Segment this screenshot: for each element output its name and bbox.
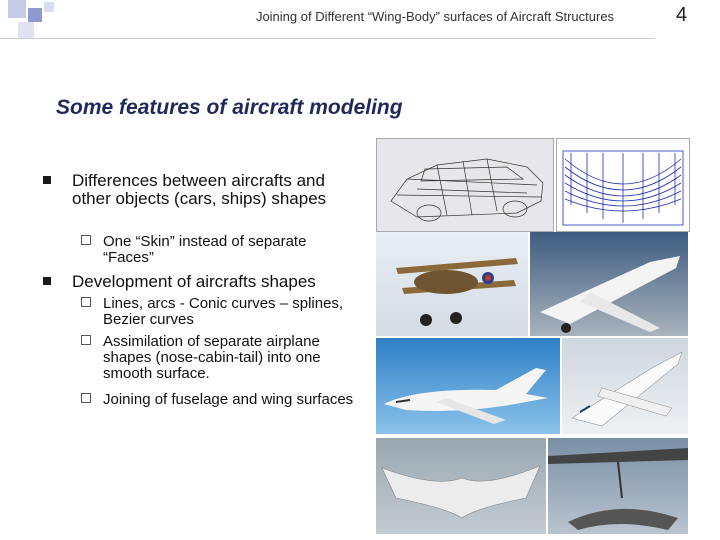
sub-bullet-text: Lines, arcs - Conic curves – splines, Bezier curves (103, 295, 344, 328)
page-number: 4 (676, 4, 688, 26)
business-jet-photo (562, 338, 688, 434)
square-bullet-icon (43, 176, 51, 184)
refueling-aircraft-photo (548, 438, 688, 534)
bullet-text: Development of aircrafts shapes (72, 272, 316, 291)
blended-wing-model-photo (376, 438, 546, 534)
square-bullet-icon (43, 277, 51, 285)
hollow-square-bullet-icon (81, 393, 91, 403)
bullet-text: Differences between aircrafts and other objects (cars, ships) shapes (72, 171, 327, 208)
light-aircraft-photo (530, 232, 688, 336)
header-decor-square (44, 2, 54, 12)
hollow-square-bullet-icon (81, 335, 91, 345)
header-decor-square (28, 8, 42, 22)
header-divider (0, 38, 655, 39)
sub-bullet-text: Joining of fuselage and wing surfaces (103, 391, 354, 408)
bullet-item (72, 273, 372, 291)
wing-mesh-image (556, 138, 690, 232)
slide-title: Some features of aircraft modeling (56, 96, 403, 119)
jet-white-photo (376, 338, 560, 434)
sub-bullet-item (103, 234, 353, 266)
sub-bullet-text: One “Skin” instead of separate “Faces” (103, 233, 307, 266)
sub-bullet-item (103, 334, 368, 382)
hollow-square-bullet-icon (81, 235, 91, 245)
sub-bullet-text: Assimilation of separate airplane shapes (nose-cabin-tail) into one smooth surface. (103, 333, 321, 382)
hollow-square-bullet-icon (81, 297, 91, 307)
sub-bullet-item (103, 392, 368, 408)
biplane-photo (376, 232, 528, 336)
car-wireframe-image (376, 138, 554, 232)
header-decor-square (18, 22, 34, 38)
bullet-item (72, 172, 352, 208)
header-title: Joining of Different “Wing-Body” surfaces of Aircraft Structures (255, 9, 615, 24)
sub-bullet-item (103, 296, 368, 328)
header-decor-square (8, 0, 26, 18)
